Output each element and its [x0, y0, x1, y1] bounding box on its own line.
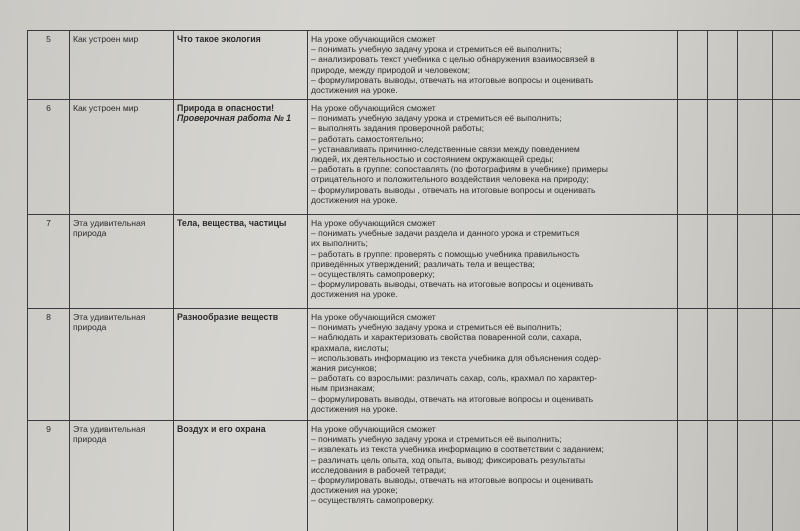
- lesson-plan-table: [27, 30, 800, 531]
- outcome-line: – различать цель опыта, ход опыта, вывод; фиксировать результаты: [311, 454, 586, 465]
- learning-outcomes: [308, 421, 678, 531]
- table-body: [28, 31, 800, 531]
- empty-cell: [708, 309, 738, 421]
- outcome-line: – работать со взрослыми: различать сахар, соль, крахмал по характер-: [311, 373, 598, 384]
- lesson-topic-title: Природа в опасности!: [177, 103, 275, 113]
- outcome-line: природе, между природой и человеком;: [311, 64, 471, 75]
- table-row: [28, 31, 800, 100]
- outcome-line: – наблюдать и характеризовать свойства поваренной соли, сахара,: [311, 332, 582, 343]
- outcome-line: крахмала, кислоты;: [311, 342, 389, 353]
- empty-cell: [773, 215, 800, 309]
- outcome-line: отрицательного и положительного воздействия человека на природу;: [311, 174, 589, 185]
- lesson-number: 5: [28, 31, 70, 100]
- lesson-topic-subtitle: Проверочная работа № 1: [177, 113, 291, 124]
- outcome-line: достижения на уроке.: [311, 403, 398, 414]
- outcome-line: их выполнить;: [311, 238, 368, 249]
- outcome-line: На уроке обучающийся сможет: [311, 312, 436, 322]
- lesson-topic-title: Что такое экология: [177, 34, 261, 44]
- lesson-topic-title: Разнообразие веществ: [177, 312, 279, 322]
- outcome-line: – формулировать выводы , отвечать на итоговые вопросы и оценивать: [311, 184, 596, 195]
- lesson-topic-title: Воздух и его охрана: [177, 424, 266, 434]
- lesson-number: 9: [28, 421, 70, 531]
- outcome-line: – формулировать выводы, отвечать на итоговые вопросы и оценивать: [311, 393, 594, 404]
- section-name: Как устроен мир: [70, 100, 174, 215]
- table-row: [28, 309, 800, 421]
- outcome-line: – осуществлять самопроверку.: [311, 495, 435, 506]
- empty-cell: [773, 309, 800, 421]
- outcome-line: На уроке обучающийся сможет: [311, 424, 436, 434]
- lesson-number: 7: [28, 215, 70, 309]
- learning-outcomes: [308, 309, 678, 421]
- outcome-line: – работать в группе: сопоставлять (по фотографиям в учебнике) примеры: [311, 164, 608, 175]
- outcome-line: достижения на уроке;: [311, 485, 398, 496]
- learning-outcomes: [308, 100, 678, 215]
- empty-cell: [708, 421, 738, 531]
- outcome-line: людей, их деятельностью и состоянием окружающей среды;: [311, 154, 554, 165]
- outcome-line: На уроке обучающийся сможет: [311, 218, 436, 228]
- empty-cell: [738, 31, 773, 100]
- empty-cell: [708, 100, 738, 215]
- outcome-line: – понимать учебную задачу урока и стремиться её выполнить;: [311, 322, 562, 333]
- outcome-line: приведённых утверждений; различать тела и вещества;: [311, 258, 535, 269]
- empty-cell: [738, 421, 773, 531]
- outcome-line: – понимать учебную задачу урока и стремиться её выполнить;: [311, 434, 562, 445]
- outcome-line: – осуществлять самопроверку;: [311, 269, 435, 280]
- empty-cell: [678, 309, 708, 421]
- lesson-number: 6: [28, 100, 70, 215]
- empty-cell: [678, 421, 708, 531]
- outcome-line: – извлекать из текста учебника информацию в соответствии с заданием;: [311, 444, 604, 455]
- lesson-topic-title: Тела, вещества, частицы: [177, 218, 287, 228]
- table-row: [28, 421, 800, 531]
- outcome-line: – анализировать текст учебника с целью обнаружения взаимосвязей в: [311, 54, 595, 65]
- outcome-line: достижения на уроке.: [311, 85, 398, 96]
- empty-cell: [738, 215, 773, 309]
- empty-cell: [738, 309, 773, 421]
- outcome-line: – понимать учебную задачу урока и стремиться её выполнить;: [311, 113, 562, 124]
- lesson-number: 8: [28, 309, 70, 421]
- outcome-line: – работать самостоятельно;: [311, 133, 424, 144]
- outcome-line: – формулировать выводы, отвечать на итоговые вопросы и оценивать: [311, 74, 594, 85]
- outcome-line: – работать в группе: проверять с помощью учебника правильность: [311, 248, 580, 259]
- empty-cell: [678, 215, 708, 309]
- outcome-line: достижения на уроке.: [311, 194, 398, 205]
- section-name: Эта удивительная природа: [70, 309, 174, 421]
- empty-cell: [773, 31, 800, 100]
- outcome-line: – понимать учебные задачи раздела и данного урока и стремиться: [311, 228, 580, 239]
- lesson-topic: [174, 31, 308, 100]
- outcome-line: исследования в рабочей тетради;: [311, 464, 447, 475]
- lesson-topic: [174, 421, 308, 531]
- outcome-line: – устанавливать причинно-следственные связи между поведением: [311, 143, 580, 154]
- section-name: Как устроен мир: [70, 31, 174, 100]
- outcome-line: – формулировать выводы, отвечать на итоговые вопросы и оценивать: [311, 475, 594, 486]
- empty-cell: [773, 100, 800, 215]
- outcome-line: На уроке обучающийся сможет: [311, 103, 436, 113]
- outcome-line: – выполнять задания проверочной работы;: [311, 123, 485, 134]
- outcome-line: достижения на уроке.: [311, 289, 398, 300]
- outcome-line: жания рисунков;: [311, 363, 377, 374]
- outcome-line: – формулировать выводы, отвечать на итоговые вопросы и оценивать: [311, 279, 594, 290]
- outcome-line: ным признакам;: [311, 383, 375, 394]
- outcome-line: – понимать учебную задачу урока и стремиться её выполнить;: [311, 44, 562, 55]
- outcome-line: На уроке обучающийся сможет: [311, 34, 436, 44]
- table-row: [28, 215, 800, 309]
- outcome-line: – использовать информацию из текста учебника для объяснения содер-: [311, 352, 602, 363]
- table-row: [28, 100, 800, 215]
- lesson-topic: [174, 100, 308, 215]
- section-name: Эта удивительная природа: [70, 421, 174, 531]
- empty-cell: [708, 215, 738, 309]
- empty-cell: [678, 100, 708, 215]
- empty-cell: [773, 421, 800, 531]
- learning-outcomes: [308, 31, 678, 100]
- lesson-topic: [174, 309, 308, 421]
- empty-cell: [678, 31, 708, 100]
- learning-outcomes: [308, 215, 678, 309]
- empty-cell: [708, 31, 738, 100]
- lesson-topic: [174, 215, 308, 309]
- section-name: Эта удивительная природа: [70, 215, 174, 309]
- empty-cell: [738, 100, 773, 215]
